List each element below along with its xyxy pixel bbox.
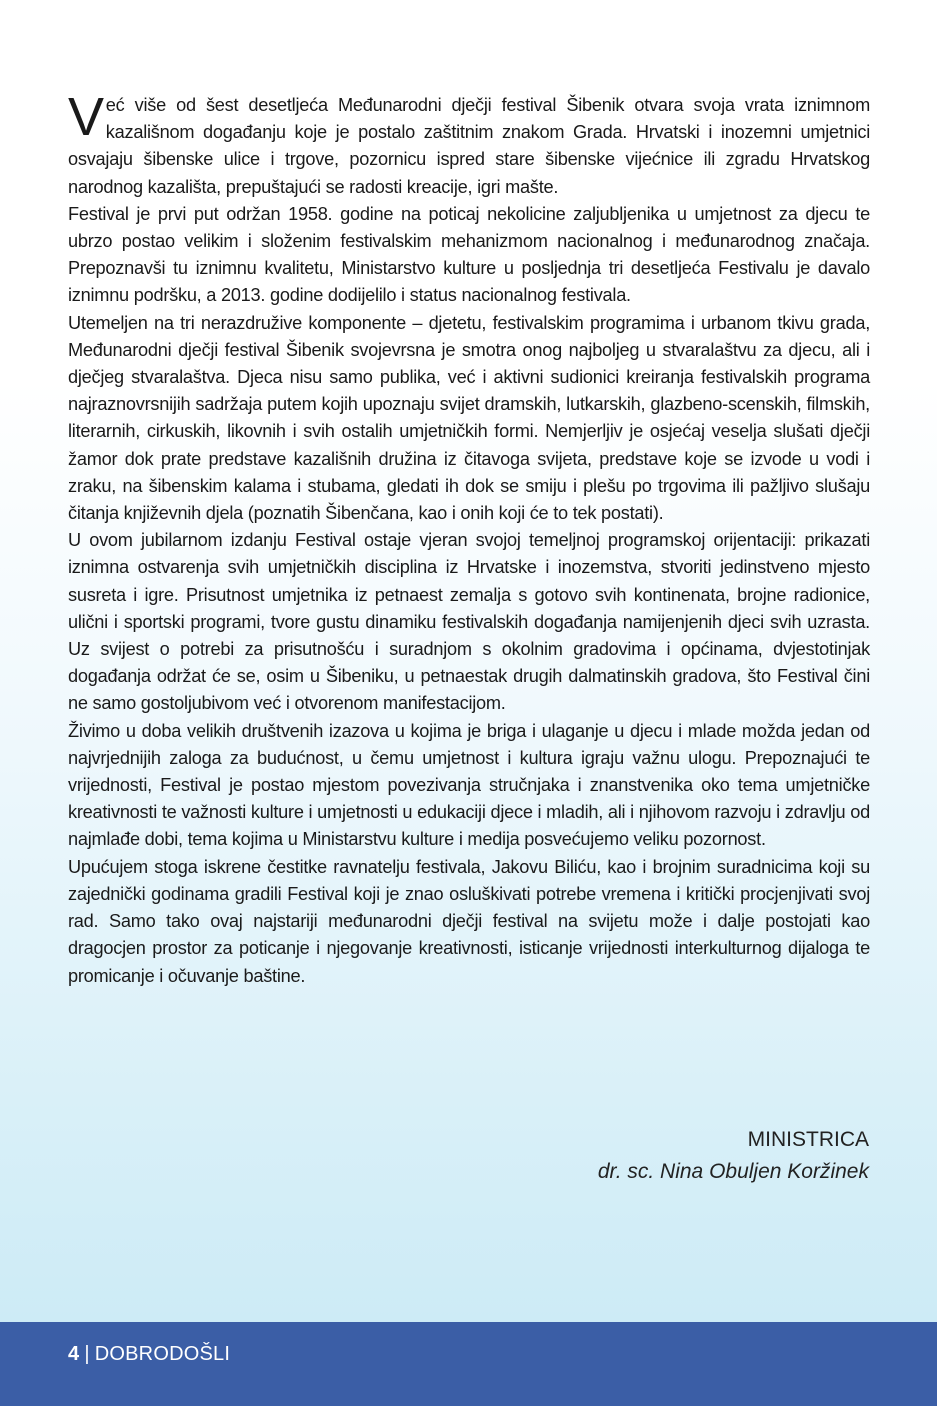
paragraph-challenges: Živimo u doba velikih društvenih izazova u kojima je briga i ulaganje u djecu i mlade možda jedan od najvrjednijih zaloga za budućnost, u čemu umjetnost i kultura igraju važnu ulogu. Prepoznajući te vrijednosti, Festival je postao mjestom povezivanja stručnjaka i znanstvenika oko tema umjetničke kreativnosti te važnosti kulture i umjetnosti u edukaciji djece i mladih, ali i njihovom razvoju i zdravlju od najmlađe dobi, tema kojima u Ministarstvu kulture i medija posvećujemo veliku pozornost. (68, 720, 870, 850)
signature-name: dr. sc. Nina Obuljen Koržinek (597, 1160, 869, 1183)
signature-block (598, 1124, 869, 1188)
paragraph-intro-text: eć više od šest desetljeća Međunarodni dječji festival Šibenik otvara svoja vrata iznimnom kazališnom događanju koje je postalo zaštitnim znakom Grada. Hrvatski i inozemni umjetnici osvajaju šibenske ulice i trgove, pozornicu ispred stare šibenske vijećnice ili zgradu Hrvatskog narodnog kazališta, prepuštajući se radosti kreacije, igri mašte. (68, 95, 870, 197)
paragraph-jubilee: U ovom jubilarnom izdanju Festival ostaje vjeran svojoj temeljnoj programskoj orijentaciji: prikazati iznimna ostvarenja svih umjetničkih disciplina iz Hrvatske i inozemstva, stvoriti jedinstveno mjesto susreta i igre. Prisutnost umjetnika iz petnaest zemalja s gotovo svih kontinenata, brojne radionice, ulični i sportski programi, tvore gustu dinamiku festivalskih događanja namijenjenih djeci svih uzrasta. Uz svijest o potrebi za prisutnošću i suradnjom s okolnim gradovima i općinama, dvjestotinjak događanja održat će se, osim u Šibeniku, u petnaestak drugih dalmatinskih gradova, što Festival čini ne samo gostoljubivom već i otvorenom manifestacijom. (68, 530, 870, 714)
footer-separator: | (84, 1343, 90, 1365)
paragraph-history: Festival je prvi put održan 1958. godine na poticaj nekolicine zaljubljenika u umjetnost za djecu te ubrzo postao velikim i složenim festivalskim mehanizmom nacionalnog i međunarodnog značaja. Prepoznavši tu iznimnu kvalitetu, Ministarstvo kulture u posljednja tri desetljeća Festivalu je davalo iznimnu podršku, a 2013. godine dodijelilo i status nacionalnog festivala. (68, 203, 870, 306)
section-title: DOBRODOŠLI (94, 1343, 231, 1365)
footer-label (68, 1341, 230, 1367)
signature-title: MINISTRICA (747, 1128, 869, 1151)
letter-body (68, 87, 870, 990)
page-number: 4 (68, 1343, 80, 1365)
drop-cap: V (68, 87, 104, 147)
paragraph-intro (68, 87, 870, 201)
paragraph-congratulations: Upućujem stoga iskrene čestitke ravnatelju festivala, Jakovu Biliću, kao i brojnim suradnicima koji su zajednički godinama gradili Festival koji je znao osluškivati potrebe vremena i kritički procjenjivati svoj rad. Samo tako ovaj najstariji međunarodni dječji festival na svijetu može i dalje postojati kao dragocjen prostor za poticanje i njegovanje kreativnosti, isticanje vrijednosti interkulturnog dijaloga te promicanje i očuvanje baštine. (68, 856, 870, 986)
paragraph-components: Utemeljen na tri nerazdružive komponente – djetetu, festivalskim programima i urbanom tkivu grada, Međunarodni dječji festival Šibenik svojevrsna je smotra onog najboljeg u stvaralaštvu za djecu, ali i dječjeg stvaralaštva. Djeca nisu samo publika, već i aktivni sudionici kreiranja festivalskih programa najraznovrsnijih sadržaja putem kojih upoznaju svijet dramskih, lutkarskih, glazbeno-scenskih, filmskih, literarnih, cirkuskih, likovnih i svih ostalih umjetničkih formi. Nemjerljiv je osjećaj veselja slušati dječji žamor dok prate predstave kazališnih družina iz čitavoga svijeta, predstave koje se izvode u vodi i zraku, na šibenskim kalama i stubama, gledati ih dok se smiju i plešu po trgovima ili pažljivo slušaju čitanja književnih djela (poznatih Šibenčana, kao i onih koji će to tek postati). (68, 312, 870, 524)
